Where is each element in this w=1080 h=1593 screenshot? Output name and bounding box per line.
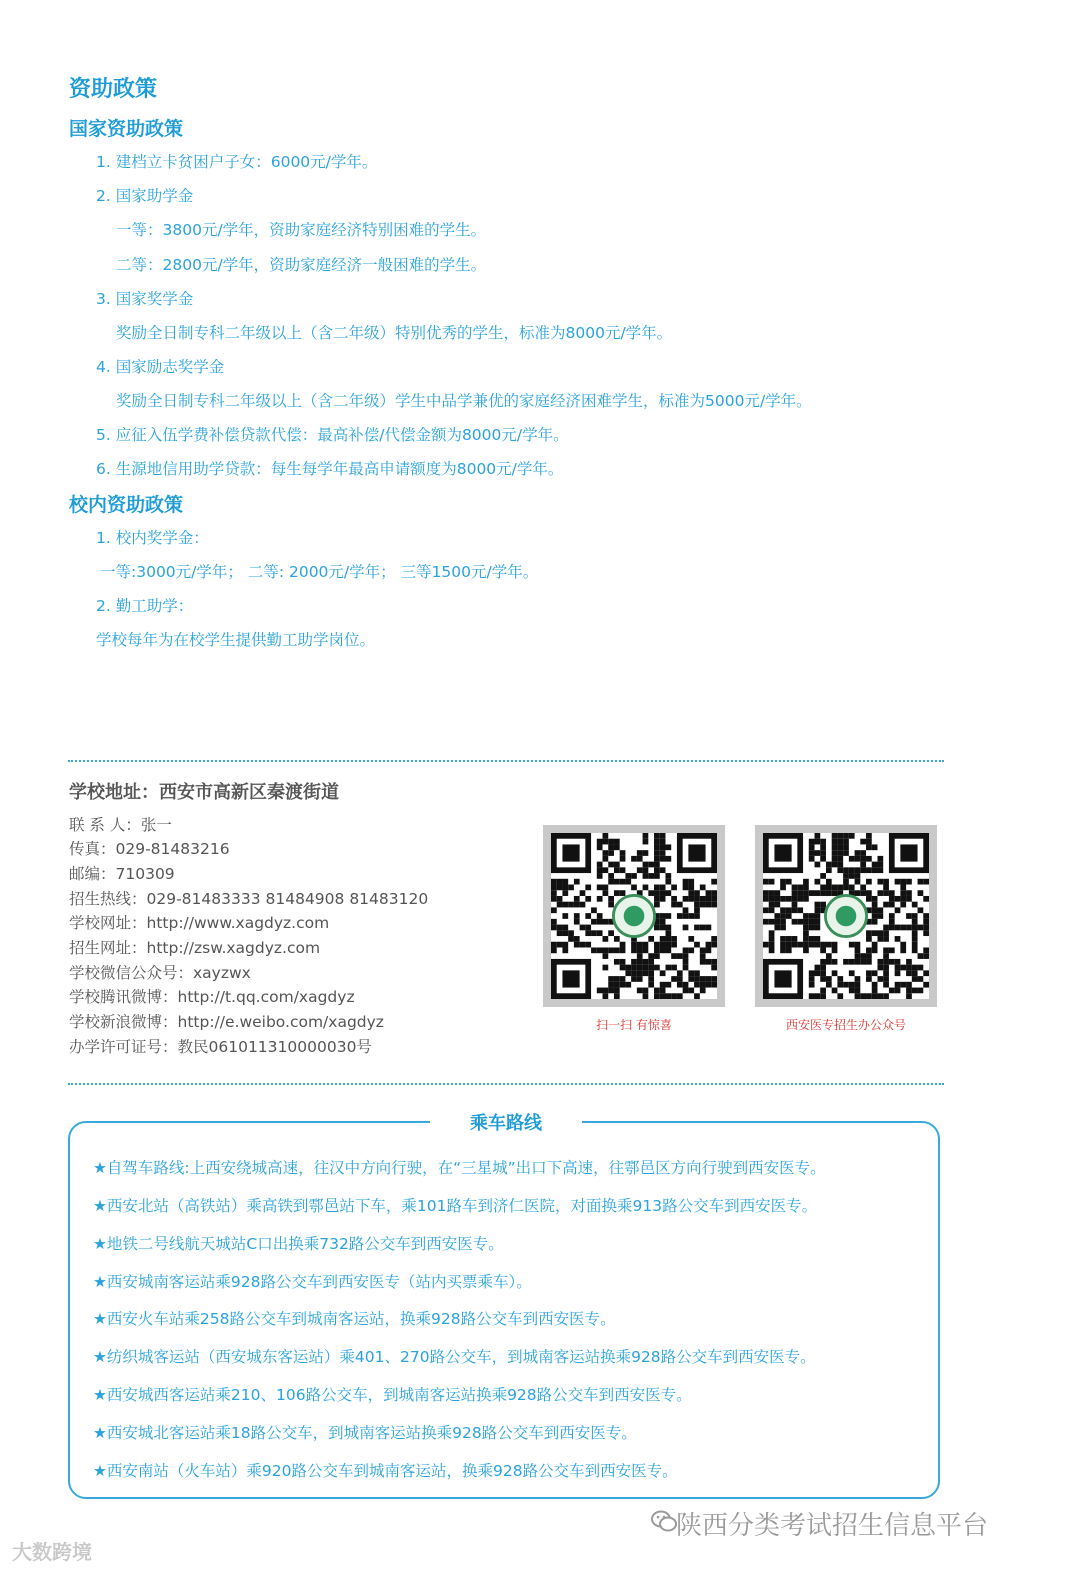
route-line: ★地铁二号线航天城站C口出换乘732路公交车到西安医专。 (93, 1235, 504, 1253)
national-policy-line: 5. 应征入伍学费补偿贷款代偿：最高补偿/代偿金额为8000元/学年。 (96, 426, 569, 444)
school-policy-heading: 校内资助政策 (69, 494, 184, 516)
watermark-left: 大数跨境 (12, 1540, 92, 1564)
national-policy-line: 6. 生源地信用助学贷款：每生每学年最高申请额度为8000元/学年。 (96, 460, 564, 478)
national-policy-line: 4. 国家励志奖学金 (96, 358, 225, 376)
school-policy-line: 1. 校内奖学金： (96, 529, 209, 547)
route-line: ★西安城西客运站乘210、106路公交车，到城南客运站换乘928路公交车到西安医专。 (93, 1386, 692, 1404)
dotted-divider (68, 1083, 944, 1085)
qr-code-icon (763, 833, 929, 999)
route-title: 乘车路线 (470, 1113, 542, 1134)
contact-line: 办学许可证号：教民061011310000030号 (69, 1038, 372, 1056)
national-policy-line: 奖励全日制专科二年级以上（含二年级）学生中品学兼优的家庭经济困难学生，标准为5000元/学年。 (116, 392, 812, 410)
route-line: ★西安城南客运站乘928路公交车到西安医专（站内买票乘车）。 (93, 1273, 532, 1291)
national-policy-line: 奖励全日制专科二年级以上（含二年级）特别优秀的学生，标准为8000元/学年。 (116, 324, 673, 342)
national-policy-line: 二等：2800元/学年，资助家庭经济一般困难的学生。 (116, 256, 487, 274)
school-policy-line: 学校每年为在校学生提供勤工助学岗位。 (96, 631, 376, 649)
route-line: ★西安北站（高铁站）乘高铁到鄠邑站下车，乘101路车到济仁医院，对面换乘913路公交车到西安医专。 (93, 1197, 818, 1215)
national-policy-line: 一等：3800元/学年，资助家庭经济特别困难的学生。 (116, 221, 487, 239)
contact-line: 传真：029-81483216 (69, 840, 230, 858)
route-line: ★西安火车站乘258路公交车到城南客运站，换乘928路公交车到西安医专。 (93, 1310, 616, 1328)
route-line: ★自驾车路线:上西安绕城高速，往汉中方向行驶，在“三星城”出口下高速，往鄠邑区方向行驶到西安医专。 (93, 1159, 826, 1177)
section-title: 资助政策 (69, 77, 158, 102)
dotted-divider (68, 760, 944, 762)
route-line: ★纺织城客运站（西安城东客运站）乘401、270路公交车，到城南客运站换乘928路公交车到西安医专。 (93, 1348, 816, 1366)
qr-caption-2: 西安医专招生办公众号 (785, 1018, 906, 1032)
national-policy-line: 3. 国家奖学金 (96, 290, 194, 308)
contact-line: 学校微信公众号：xayzwx (69, 964, 251, 982)
national-policy-line: 2. 国家助学金 (96, 187, 194, 205)
route-line: ★西安城北客运站乘18路公交车，到城南客运站换乘928路公交车到西安医专。 (93, 1424, 637, 1442)
contact-line: 学校新浪微博：http://e.weibo.com/xagdyz (69, 1013, 384, 1031)
route-line: ★西安南站（火车站）乘920路公交车到城南客运站，换乘928路公交车到西安医专。 (93, 1462, 678, 1480)
contact-line: 招生热线：029-81483333 81484908 81483120 (69, 890, 429, 908)
national-policy-heading: 国家资助政策 (69, 118, 184, 140)
watermark-right: 陕西分类考试招生信息平台 (676, 1511, 989, 1541)
qr-code-1[interactable] (543, 825, 725, 1007)
contact-line: 招生网址：http://zsw.xagdyz.com (69, 939, 321, 957)
qr-code-icon (551, 833, 717, 999)
qr-caption-1: 扫一扫 有惊喜 (596, 1018, 672, 1032)
qr-code-2[interactable] (755, 825, 937, 1007)
wechat-icon (650, 1507, 678, 1535)
school-policy-line: 2. 勤工助学： (96, 597, 194, 615)
contact-line: 学校腾讯微博：http://t.qq.com/xagdyz (69, 988, 355, 1006)
school-address: 学校地址：西安市高新区秦渡街道 (69, 782, 339, 803)
national-policy-line: 1. 建档立卡贫困户子女：6000元/学年。 (96, 153, 378, 171)
contact-line: 学校网址：http://www.xagdyz.com (69, 914, 330, 932)
contact-line: 邮编：710309 (69, 865, 175, 883)
contact-line: 联 系 人：张一 (69, 816, 172, 834)
school-policy-line: 一等:3000元/学年； 二等: 2000元/学年； 三等1500元/学年。 (100, 563, 539, 581)
